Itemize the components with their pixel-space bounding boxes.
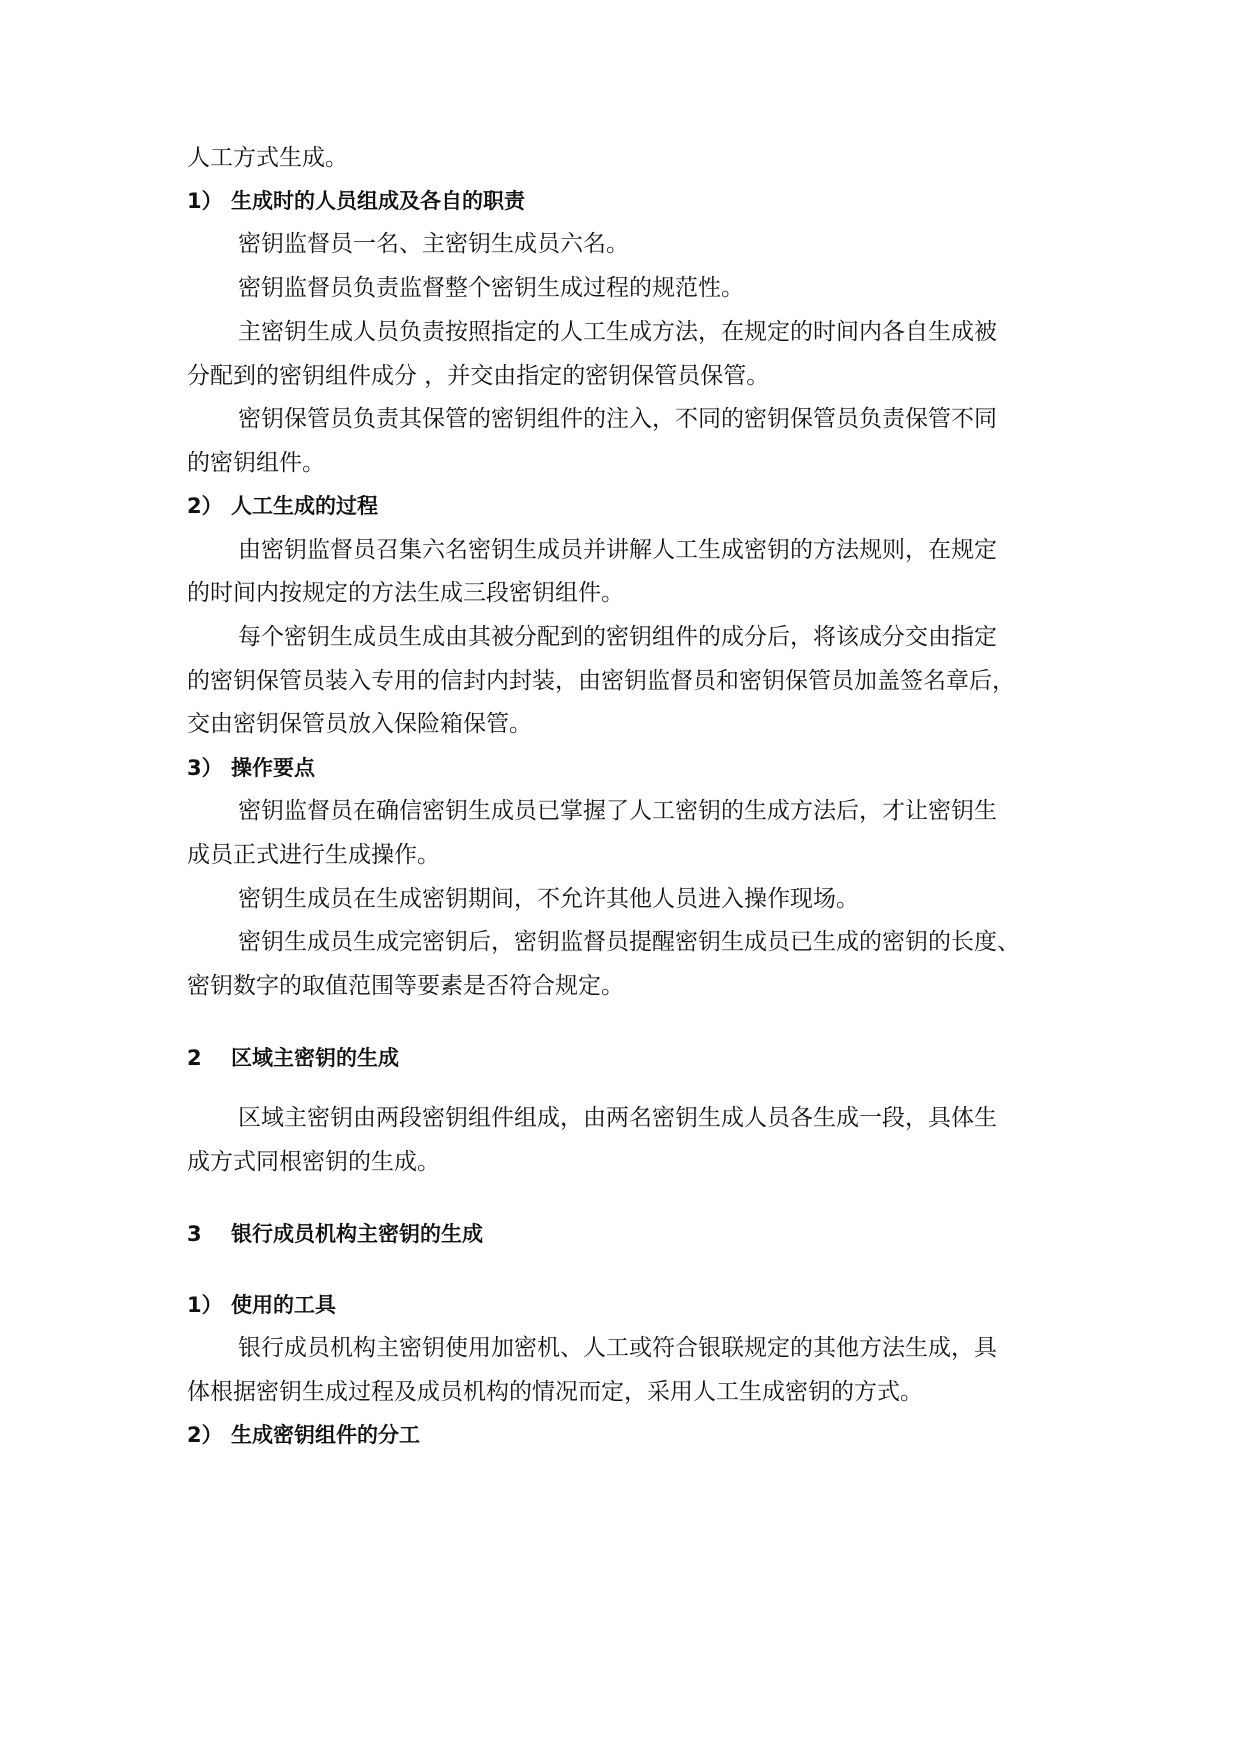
section-number: 3 <box>187 1222 202 1246</box>
body-text-line: 密钥监督员负责监督整个密钥生成过程的规范性。 <box>238 275 744 301</box>
body-text-line: 成方式同根密钥的生成。 <box>187 1149 440 1175</box>
subsection-number: 2） <box>187 494 223 518</box>
body-text-line: 主密钥生成人员负责按照指定的人工生成方法，在规定的时间内各自生成被 <box>238 319 997 345</box>
subsection-heading: 操作要点 <box>231 756 315 780</box>
section-number: 2 <box>187 1046 202 1070</box>
body-text-line: 分配到的密钥组件成分 ，并交由指定的密钥保管员保管。 <box>187 363 770 389</box>
body-text-line: 交由密钥保管员放入保险箱保管。 <box>187 711 532 737</box>
body-text-line: 密钥监督员在确信密钥生成员已掌握了人工密钥的生成方法后，才让密钥生 <box>238 798 997 824</box>
body-text-line: 每个密钥生成员生成由其被分配到的密钥组件的成分后，将该成分交由指定 <box>238 624 997 650</box>
subsection-number: 3） <box>187 756 223 780</box>
body-text-line: 的时间内按规定的方法生成三段密钥组件。 <box>187 580 624 606</box>
body-text-line: 密钥数字的取值范围等要素是否符合规定。 <box>187 973 624 999</box>
subsection-heading: 使用的工具 <box>231 1293 336 1317</box>
section-heading: 区域主密钥的生成 <box>231 1046 399 1070</box>
body-text-line: 人工方式生成。 <box>187 145 348 171</box>
body-text-line: 区域主密钥由两段密钥组件组成，由两名密钥生成人员各生成一段，具体生 <box>238 1105 997 1131</box>
body-text-line: 由密钥监督员召集六名密钥生成员并讲解人工生成密钥的方法规则，在规定 <box>238 537 997 563</box>
body-text-line: 银行成员机构主密钥使用加密机、人工或符合银联规定的其他方法生成，具 <box>238 1335 997 1361</box>
body-text-line: 密钥保管员负责其保管的密钥组件的注入，不同的密钥保管员负责保管不同 <box>238 406 997 432</box>
body-text-line: 体根据密钥生成过程及成员机构的情况而定，采用人工生成密钥的方式。 <box>187 1379 923 1405</box>
subsection-heading: 人工生成的过程 <box>231 494 378 518</box>
subsection-number: 1） <box>187 1293 223 1317</box>
body-text-line: 成员正式进行生成操作。 <box>187 842 440 868</box>
body-text-line: 的密钥保管员装入专用的信封内封装，由密钥监督员和密钥保管员加盖签名章后， <box>187 668 1015 694</box>
subsection-heading: 生成密钥组件的分工 <box>231 1423 420 1447</box>
body-text-line: 的密钥组件。 <box>187 450 325 476</box>
section-heading: 银行成员机构主密钥的生成 <box>231 1222 483 1246</box>
subsection-number: 2） <box>187 1423 223 1447</box>
subsection-number: 1） <box>187 189 223 213</box>
body-text-line: 密钥生成员在生成密钥期间，不允许其他人员进入操作现场。 <box>238 886 859 912</box>
body-text-line: 密钥生成员生成完密钥后，密钥监督员提醒密钥生成员已生成的密钥的长度、 <box>238 929 1020 955</box>
subsection-heading: 生成时的人员组成及各自的职责 <box>231 189 525 213</box>
body-text-line: 密钥监督员一名、主密钥生成员六名。 <box>238 231 629 257</box>
